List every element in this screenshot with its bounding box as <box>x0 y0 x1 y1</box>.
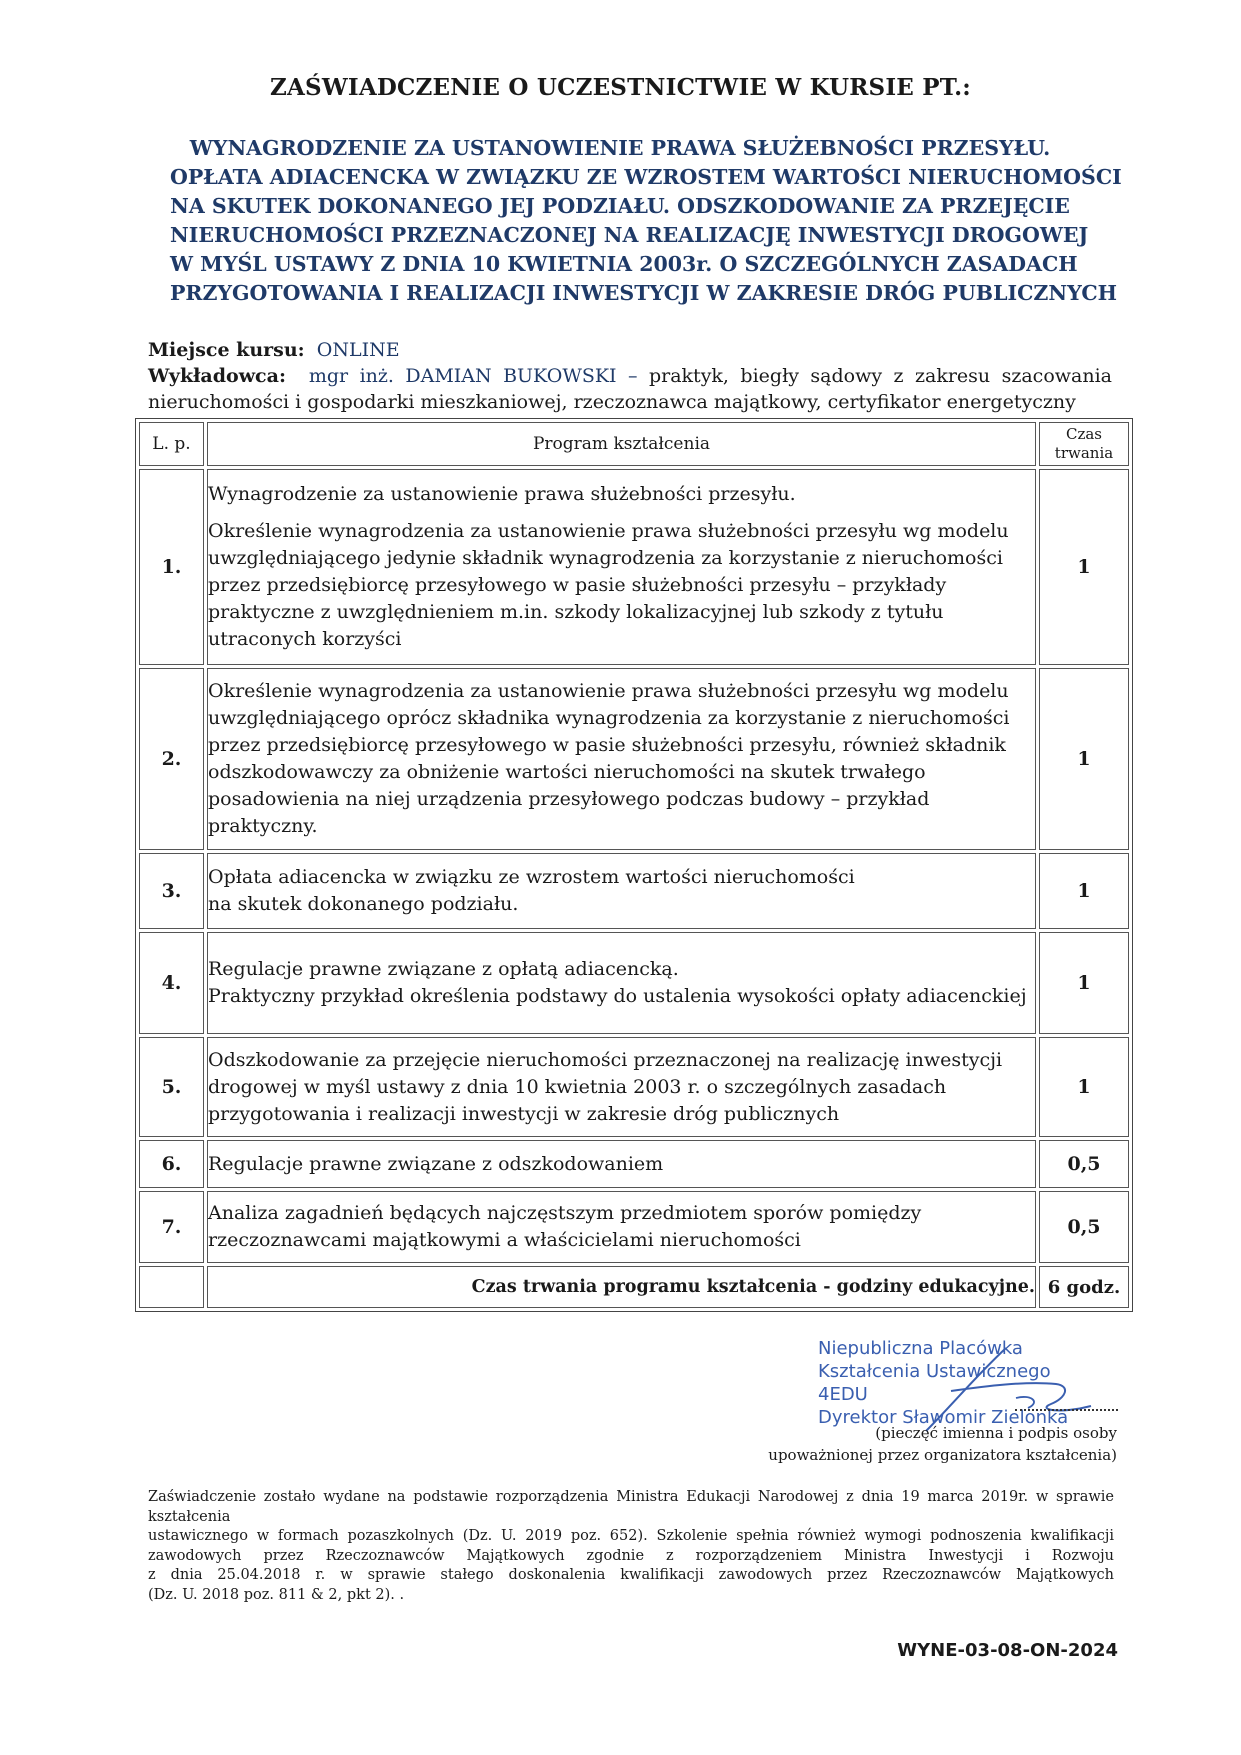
table-header-row <box>139 422 1129 466</box>
row-description <box>207 1191 1036 1263</box>
row-description <box>207 668 1036 850</box>
document-code: WYNE-03-08-ON-2024 <box>897 1640 1118 1661</box>
row-number: 2. <box>139 668 204 850</box>
row-paragraph: Regulacje prawne związane z odszkodowaniem <box>208 1152 664 1175</box>
course-title <box>170 134 1122 308</box>
row-paragraph: Analiza zagadnień będących najczęstszym przedmiotem sporów pomiędzy rzeczoznawcami majątkowymi a właścicielami nieruchomości <box>208 1202 922 1251</box>
legal-line: z dnia 25.04.2018 r. w sprawie stałego doskonalenia kwalifikacji zawodowych przez Rzeczoznawców Majątkowych <box>148 1567 1114 1583</box>
signature-dotted-line <box>1015 1409 1118 1411</box>
stamp-line: Kształcenia Ustawicznego <box>818 1361 1051 1382</box>
course-title-line: WYNAGRODZENIE ZA USTANOWIENIE PRAWA SŁUŻEBNOŚCI PRZESYŁU. <box>189 136 1051 160</box>
table-row <box>139 1191 1129 1263</box>
total-empty-cell <box>139 1266 204 1308</box>
stamp-line: Niepubliczna Placówka <box>818 1338 1023 1359</box>
course-title-line: NIERUCHOMOŚCI PRZEZNACZONEJ NA REALIZACJĘ INWESTYCJI DROGOWEJ <box>170 223 1089 247</box>
row-duration: 1 <box>1039 668 1129 850</box>
table-total-row <box>139 1266 1129 1308</box>
legal-line: ustawicznego w formach pozaszkolnych (Dz. U. 2019 poz. 652). Szkolenie spełnia również wymogi podnoszenia kwalifikacji <box>148 1528 1114 1544</box>
course-title-line: NA SKUTEK DOKONANEGO JEJ PODZIAŁU. ODSZKODOWANIE ZA PRZEJĘCIE <box>170 194 1070 218</box>
row-paragraph: Opłata adiacencka w związku ze wzrostem wartości nieruchomości na skutek dokonanego podziału. <box>208 866 855 915</box>
row-paragraph: Odszkodowanie za przejęcie nieruchomości przeznaczonej na realizację inwestycji drogowej w myśl ustawy z dnia 10 kwietnia 2003 r. o szczególnych zasadach przygotowania i realizacji inwestycji w zakresie dróg publicznych <box>208 1048 1003 1125</box>
signature-note-line: upoważnionej przez organizatora kształcenia) <box>768 1446 1117 1464</box>
total-label: Czas trwania programu kształcenia - godziny edukacyjne. <box>207 1266 1036 1308</box>
table-row <box>139 469 1129 665</box>
row-paragraph: Określenie wynagrodzenia za ustanowienie prawa służebności przesyłu wg modelu uwzględniającego jedynie składnik wynagrodzenia za korzystanie z nieruchomości przez przedsiębiorcę przesyłowego w pasie służebności przesyłu – przykłady praktyczne z uwzględnieniem m.in. szkody lokalizacyjnej lub szkody z tytułu utraconych korzyści <box>208 520 1009 650</box>
lecturer-description: praktyk, biegły sądowy z zakresu szacowania <box>648 365 1112 387</box>
stamp-line: Dyrektor Sławomir Zielonka <box>818 1407 1069 1428</box>
header-duration <box>1039 422 1129 466</box>
stamp-line: 4EDU <box>818 1384 868 1405</box>
table-row <box>139 853 1129 929</box>
table-row <box>139 1037 1129 1137</box>
handwritten-signature <box>856 1336 1126 1436</box>
header-program: Program kształcenia <box>207 422 1036 466</box>
row-description <box>207 932 1036 1034</box>
table-row <box>139 932 1129 1034</box>
legal-line: Zaświadczenie zostało wydane na podstawie rozporządzenia Ministra Edukacji Narodowej z dnia 19 marca 2019r. w sprawie kształcenia <box>148 1489 1114 1525</box>
row-duration: 1 <box>1039 469 1129 665</box>
course-title-line: W MYŚL USTAWY Z DNIA 10 KWIETNIA 2003r. O SZCZEGÓLNYCH ZASADACH <box>170 252 1078 276</box>
header-duration-line: Czas <box>1065 425 1103 443</box>
row-duration: 0,5 <box>1039 1191 1129 1263</box>
lecturer-name: mgr inż. DAMIAN BUKOWSKI – <box>308 365 638 387</box>
row-description <box>207 469 1036 665</box>
row-number: 7. <box>139 1191 204 1263</box>
place-row <box>148 337 1112 363</box>
lecturer-row <box>148 363 1112 389</box>
total-value: 6 godz. <box>1039 1266 1129 1308</box>
row-description <box>207 853 1036 929</box>
row-duration: 1 <box>1039 1037 1129 1137</box>
table-row <box>139 1140 1129 1188</box>
lecturer-description-cont: nieruchomości i gospodarki mieszkaniowej, rzeczoznawca majątkowy, certyfikator energetyczny <box>148 391 1076 413</box>
program-table <box>135 418 1133 1312</box>
header-lp: L. p. <box>139 422 204 466</box>
row-paragraph: Określenie wynagrodzenia za ustanowienie prawa służebności przesyłu wg modelu uwzględniającego oprócz składnika wynagrodzenia za korzystanie z nieruchomości przez przedsiębiorcę przesyłowego w pasie służebności przesyłu, również składnik odszkodowawczy za obniżenie wartości nieruchomości na skutek trwałego posadowienia na niej urządzenia przesyłowego podczas budowy – przykład praktyczny. <box>208 680 1010 837</box>
document-title: ZAŚWIADCZENIE O UCZESTNICTWIE W KURSIE PT.: <box>270 74 971 101</box>
course-info <box>148 337 1112 415</box>
lecturer-label: Wykładowca: <box>148 365 286 387</box>
place-label: Miejsce kursu: <box>148 339 305 361</box>
row-duration: 1 <box>1039 853 1129 929</box>
row-number: 4. <box>139 932 204 1034</box>
row-duration: 1 <box>1039 932 1129 1034</box>
signature-note <box>760 1422 1117 1466</box>
header-duration-line: trwania <box>1054 444 1114 462</box>
row-description <box>207 1037 1036 1137</box>
row-number: 5. <box>139 1037 204 1137</box>
legal-line: (Dz. U. 2018 poz. 811 & 2, pkt 2). . <box>148 1586 405 1603</box>
row-number: 3. <box>139 853 204 929</box>
course-title-line: PRZYGOTOWANIA I REALIZACJI INWESTYCJI W ZAKRESIE DRÓG PUBLICZNYCH <box>170 281 1118 305</box>
row-paragraph: Wynagrodzenie za ustanowienie prawa służebności przesyłu. <box>208 483 796 505</box>
signature-note-line: (pieczęć imienna i podpis osoby <box>875 1424 1117 1442</box>
table-row <box>139 668 1129 850</box>
row-paragraph: Regulacje prawne związane z opłatą adiacencką. Praktyczny przykład określenia podstawy do ustalenia wysokości opłaty adiacenckiej <box>208 958 1027 1007</box>
row-description <box>207 1140 1036 1188</box>
row-duration: 0,5 <box>1039 1140 1129 1188</box>
row-number: 1. <box>139 469 204 665</box>
course-title-line: OPŁATA ADIACENCKA W ZWIĄZKU ZE WZROSTEM WARTOŚCI NIERUCHOMOŚCI <box>170 165 1122 189</box>
legal-basis <box>148 1488 1114 1605</box>
row-number: 6. <box>139 1140 204 1188</box>
place-value: ONLINE <box>316 339 400 361</box>
legal-line: zawodowych przez Rzeczoznawców Majątkowych zgodnie z rozporządzeniem Ministra Inwestycji i Rozwoju <box>148 1547 1114 1564</box>
